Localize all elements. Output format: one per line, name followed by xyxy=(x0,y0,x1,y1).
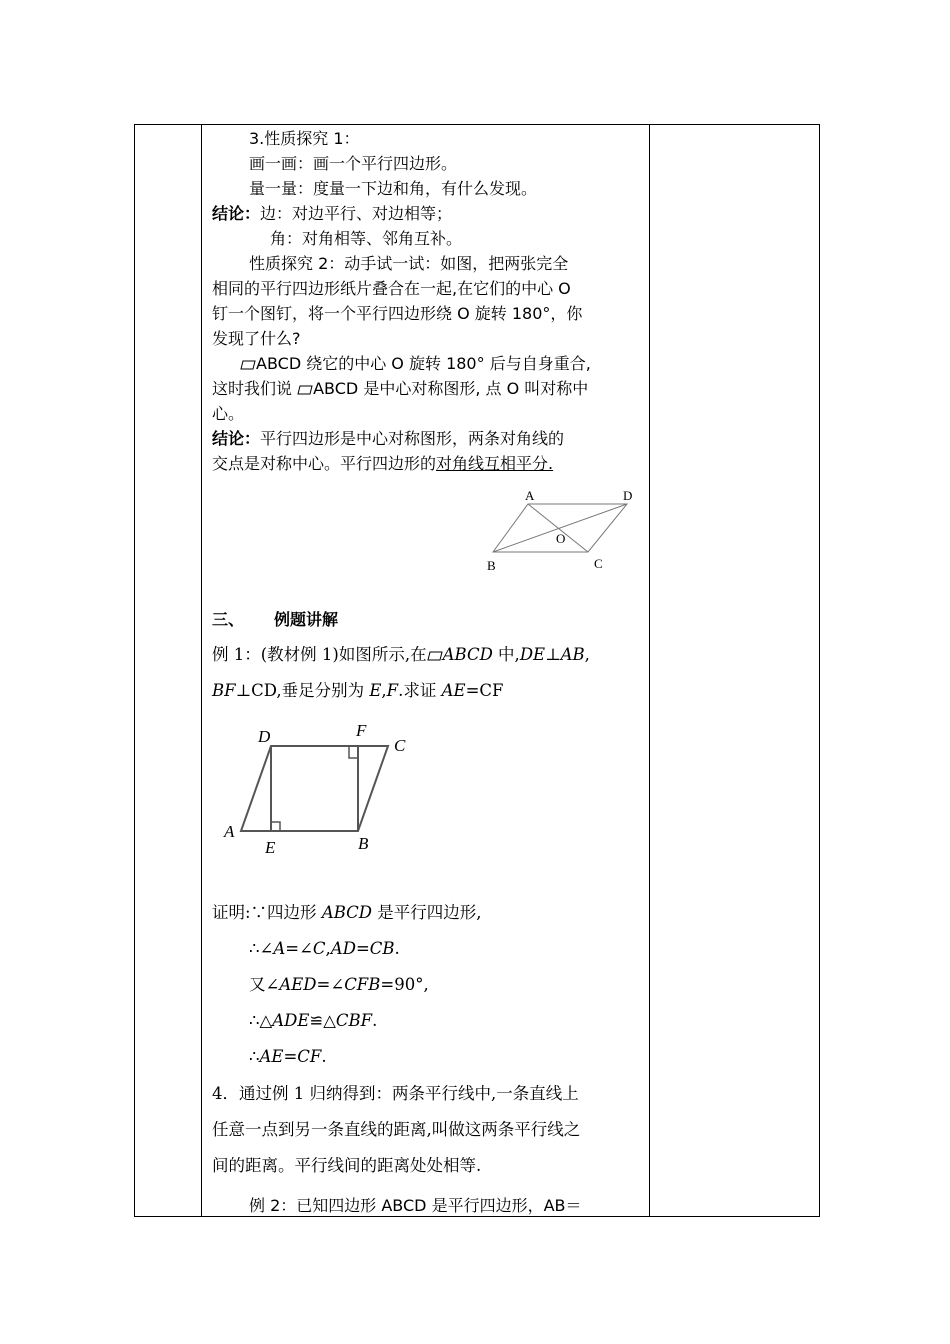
example1-l1e: ⊥ xyxy=(545,645,561,664)
section4-line-1: 4．通过例 1 归纳得到：两条平行线中,一条直线上 xyxy=(212,1084,579,1103)
proof-line-5 xyxy=(249,1045,327,1069)
label-c: C xyxy=(394,736,406,755)
proof-line-2 xyxy=(249,937,400,961)
example1-l1c: 中, xyxy=(492,645,520,664)
label-b: B xyxy=(358,834,369,853)
example1-l2h: =CF xyxy=(465,681,504,700)
conclusion2-line-1 xyxy=(212,427,564,451)
parallelogram-abcd xyxy=(241,746,388,831)
example1-line-2 xyxy=(212,679,503,703)
label-a: A xyxy=(224,822,235,841)
proof-l5a: ∴ xyxy=(249,1047,260,1066)
right-angle-f xyxy=(349,746,358,758)
proof-l5e: . xyxy=(321,1047,327,1066)
example1-l2g: AE xyxy=(441,681,466,700)
property-explore-1-heading: 3.性质探究 1： xyxy=(249,129,360,148)
proof-l3c: =∠ xyxy=(316,975,345,994)
proof-l4a: ∴△ xyxy=(249,1011,273,1030)
proof-l3e: =90°, xyxy=(380,975,429,994)
proof-l2d: C xyxy=(312,939,326,958)
proof-l4e: . xyxy=(372,1011,378,1030)
proof-l3a: 又∠ xyxy=(249,975,280,994)
examples-heading xyxy=(212,608,338,632)
examples-number: 三、 xyxy=(212,610,245,629)
conclusion-sides-text: 边：对边平行、对边相等； xyxy=(260,204,453,223)
rotate-line-2 xyxy=(212,377,588,401)
examples-title: 例题讲解 xyxy=(274,610,339,629)
draw-step: 画一画：画一个平行四边形。 xyxy=(249,154,458,173)
proof-l2b: A xyxy=(273,939,286,958)
example1-l2e: F xyxy=(386,681,399,700)
explore2-line-2: 相同的平行四边形纸片叠合在一起,在它们的中心 O xyxy=(212,279,571,298)
parallelogram-diagram xyxy=(480,484,640,576)
label-d: D xyxy=(258,727,271,746)
proof-l2i: . xyxy=(394,939,400,958)
proof-l3b: AED xyxy=(279,975,317,994)
label-o: O xyxy=(556,531,566,546)
column-divider-right xyxy=(649,124,650,1217)
label-d: D xyxy=(623,488,633,503)
example1-l2c: E xyxy=(369,681,382,700)
rotate-line-2-a: 这时我们说 xyxy=(212,379,298,398)
measure-step: 量一量：度量一下边和角，有什么发现。 xyxy=(249,179,538,198)
section4-line-2: 任意一点到另一条直线的距离,叫做这两条平行线之 xyxy=(212,1120,581,1139)
conclusion2-line-1-text: 平行四边形是中心对称图形，两条对角线的 xyxy=(260,429,565,448)
section4-line-3: 间的距离。平行线间的距离处处相等. xyxy=(212,1156,482,1175)
example1-l1f: AB xyxy=(560,645,585,664)
proof-l1c: 是平行四边形, xyxy=(372,903,482,922)
proof-l2e: , xyxy=(325,939,331,958)
label-c: C xyxy=(594,556,603,571)
example1-l2b: ⊥CD,垂足分别为 xyxy=(235,681,370,700)
label-e: E xyxy=(265,838,276,857)
explore2-line-1: 性质探究 2：动手试一试：如图，把两张完全 xyxy=(249,254,569,273)
proof-l4c: ≌△ xyxy=(309,1011,336,1030)
proof-l4d: CBF xyxy=(335,1011,373,1030)
proof-l2h: CB xyxy=(369,939,395,958)
example1-l1b: ABCD xyxy=(442,645,493,664)
label-b: B xyxy=(487,558,496,573)
parallelogram-icon xyxy=(297,385,313,395)
example1-l1d: DE xyxy=(519,645,546,664)
example1-l2f: .求证 xyxy=(398,681,442,700)
conclusion2-label: 结论： xyxy=(212,429,261,448)
example1-diagram xyxy=(216,716,416,858)
proof-l1b: ABCD xyxy=(321,903,373,922)
example1-l2a: BF xyxy=(212,681,236,700)
proof-l5c: = xyxy=(283,1047,298,1066)
explore2-line-3: 钉一个图钉，将一个平行四边形绕 O 旋转 180°，你 xyxy=(212,304,583,323)
proof-line-3 xyxy=(249,973,429,997)
rotate-line-1 xyxy=(240,352,591,376)
proof-line-4 xyxy=(249,1009,377,1033)
proof-l2f: AD xyxy=(330,939,356,958)
right-angle-e xyxy=(271,822,280,831)
diagonals-bisect-text: 对角线互相平分. xyxy=(436,454,554,473)
rotate-line-3: 心。 xyxy=(212,404,245,423)
proof-l4b: ADE xyxy=(272,1011,310,1030)
parallelogram-icon xyxy=(427,651,443,661)
proof-l3d: CFB xyxy=(344,975,381,994)
example1-l1a: 例 1：(教材例 1)如图所示,在 xyxy=(212,645,427,664)
rotate-line-2-b: ABCD 是中心对称图形, 点 O 叫对称中 xyxy=(313,379,589,398)
proof-l2a: ∴∠ xyxy=(249,939,274,958)
proof-l5d: CF xyxy=(297,1047,322,1066)
label-a: A xyxy=(525,488,535,503)
conclusion-angles: 角：对角相等、邻角互补。 xyxy=(270,229,463,248)
conclusion2-line-2-a: 交点是对称中心。平行四边形的 xyxy=(212,454,437,473)
parallelogram-icon xyxy=(240,360,256,370)
conclusion-label: 结论： xyxy=(212,204,261,223)
explore2-line-4: 发现了什么? xyxy=(212,329,301,348)
conclusion2-line-2 xyxy=(212,452,553,476)
conclusion-sides xyxy=(212,202,452,226)
example1-l1g: , xyxy=(584,645,590,664)
example1-l2d: , xyxy=(381,681,387,700)
example2-line-1: 例 2：已知四边形 ABCD 是平行四边形，AB＝ xyxy=(249,1196,582,1215)
label-f: F xyxy=(356,721,367,740)
example1-line-1 xyxy=(212,643,590,667)
proof-l2g: = xyxy=(355,939,370,958)
proof-l2c: =∠ xyxy=(285,939,313,958)
proof-l1a: 证明:∵四边形 xyxy=(212,903,322,922)
column-divider-left xyxy=(201,124,202,1217)
proof-line-1 xyxy=(212,901,482,925)
proof-l5b: AE xyxy=(259,1047,284,1066)
rotate-line-1-text: ABCD 绕它的中心 O 旋转 180° 后与自身重合, xyxy=(256,354,591,373)
